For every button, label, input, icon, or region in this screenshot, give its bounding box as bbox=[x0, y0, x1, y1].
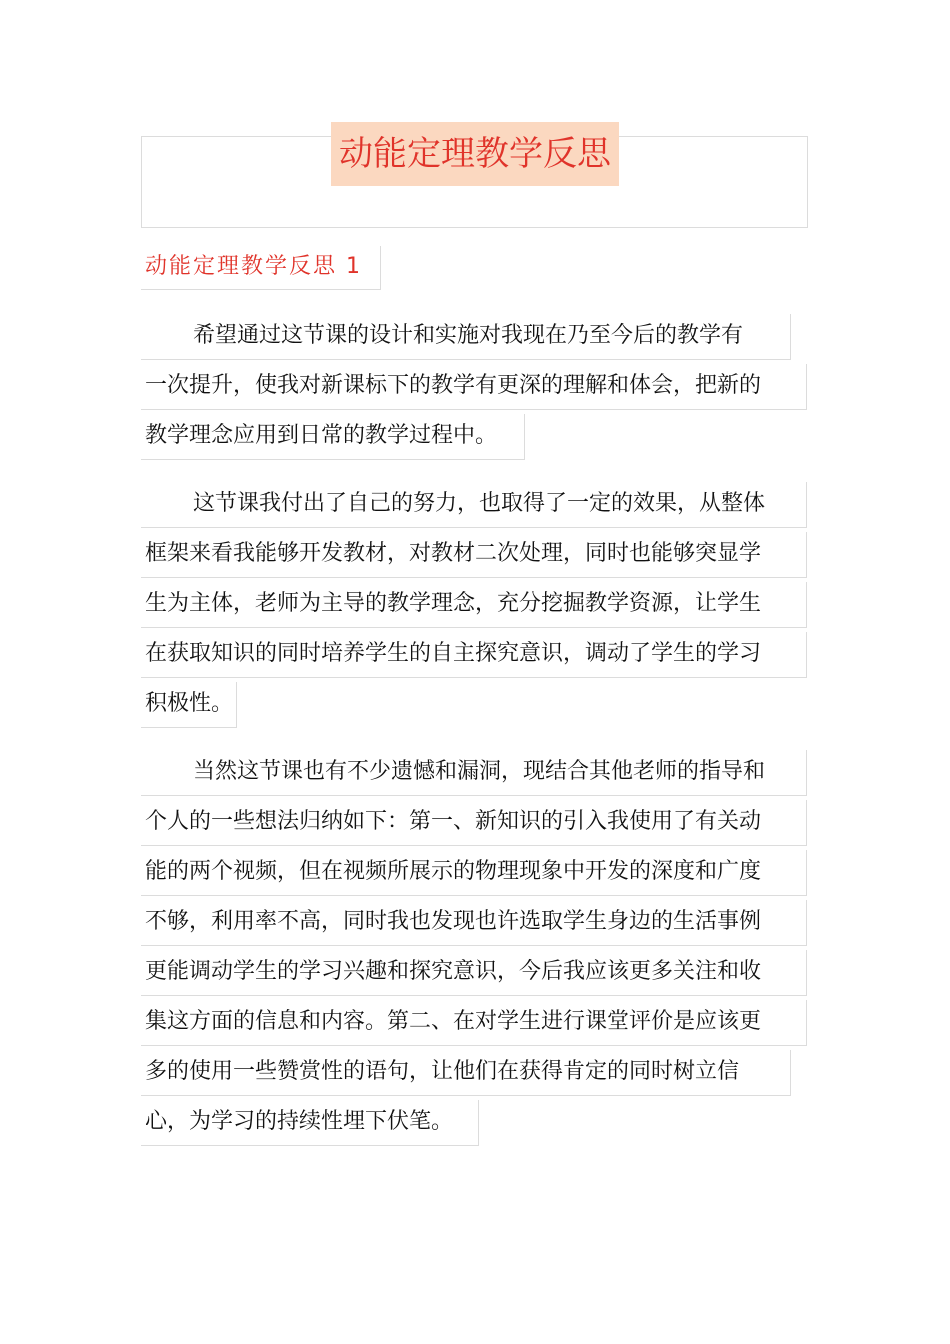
paragraph-3-line-5: 更能调动学生的学习兴趣和探究意识，今后我应该更多关注和收 bbox=[141, 950, 807, 996]
paragraph-2-line-5: 积极性。 bbox=[141, 682, 237, 728]
section-heading: 动能定理教学反思 1 bbox=[141, 246, 381, 290]
paragraph-1-line-1: 希望通过这节课的设计和实施对我现在乃至今后的教学有 bbox=[141, 314, 791, 360]
paragraph-1-line-2: 一次提升，使我对新课标下的教学有更深的理解和体会，把新的 bbox=[141, 364, 807, 410]
paragraph-3-line-6: 集这方面的信息和内容。第二、在对学生进行课堂评价是应该更 bbox=[141, 1000, 807, 1046]
paragraph-3-line-2: 个人的一些想法归纳如下：第一、新知识的引入我使用了有关动 bbox=[141, 800, 807, 846]
paragraph-1-line-3: 教学理念应用到日常的教学过程中。 bbox=[141, 414, 525, 460]
paragraph-2-line-4: 在获取知识的同时培养学生的自主探究意识，调动了学生的学习 bbox=[141, 632, 807, 678]
paragraph-3-line-8: 心，为学习的持续性埋下伏笔。 bbox=[141, 1100, 479, 1146]
paragraph-2-line-2: 框架来看我能够开发教材，对教材二次处理，同时也能够突显学 bbox=[141, 532, 807, 578]
paragraph-3-line-7: 多的使用一些赞赏性的语句，让他们在获得肯定的同时树立信 bbox=[141, 1050, 791, 1096]
paragraph-2-line-3: 生为主体，老师为主导的教学理念，充分挖掘教学资源，让学生 bbox=[141, 582, 807, 628]
paragraph-2-line-1: 这节课我付出了自己的努力，也取得了一定的效果，从整体 bbox=[141, 482, 807, 528]
paragraph-3-line-4: 不够，利用率不高，同时我也发现也许选取学生身边的生活事例 bbox=[141, 900, 807, 946]
document-title: 动能定理教学反思 bbox=[331, 122, 619, 186]
paragraph-3-line-1: 当然这节课也有不少遗憾和漏洞，现结合其他老师的指导和 bbox=[141, 750, 807, 796]
paragraph-3-line-3: 能的两个视频，但在视频所展示的物理现象中开发的深度和广度 bbox=[141, 850, 807, 896]
